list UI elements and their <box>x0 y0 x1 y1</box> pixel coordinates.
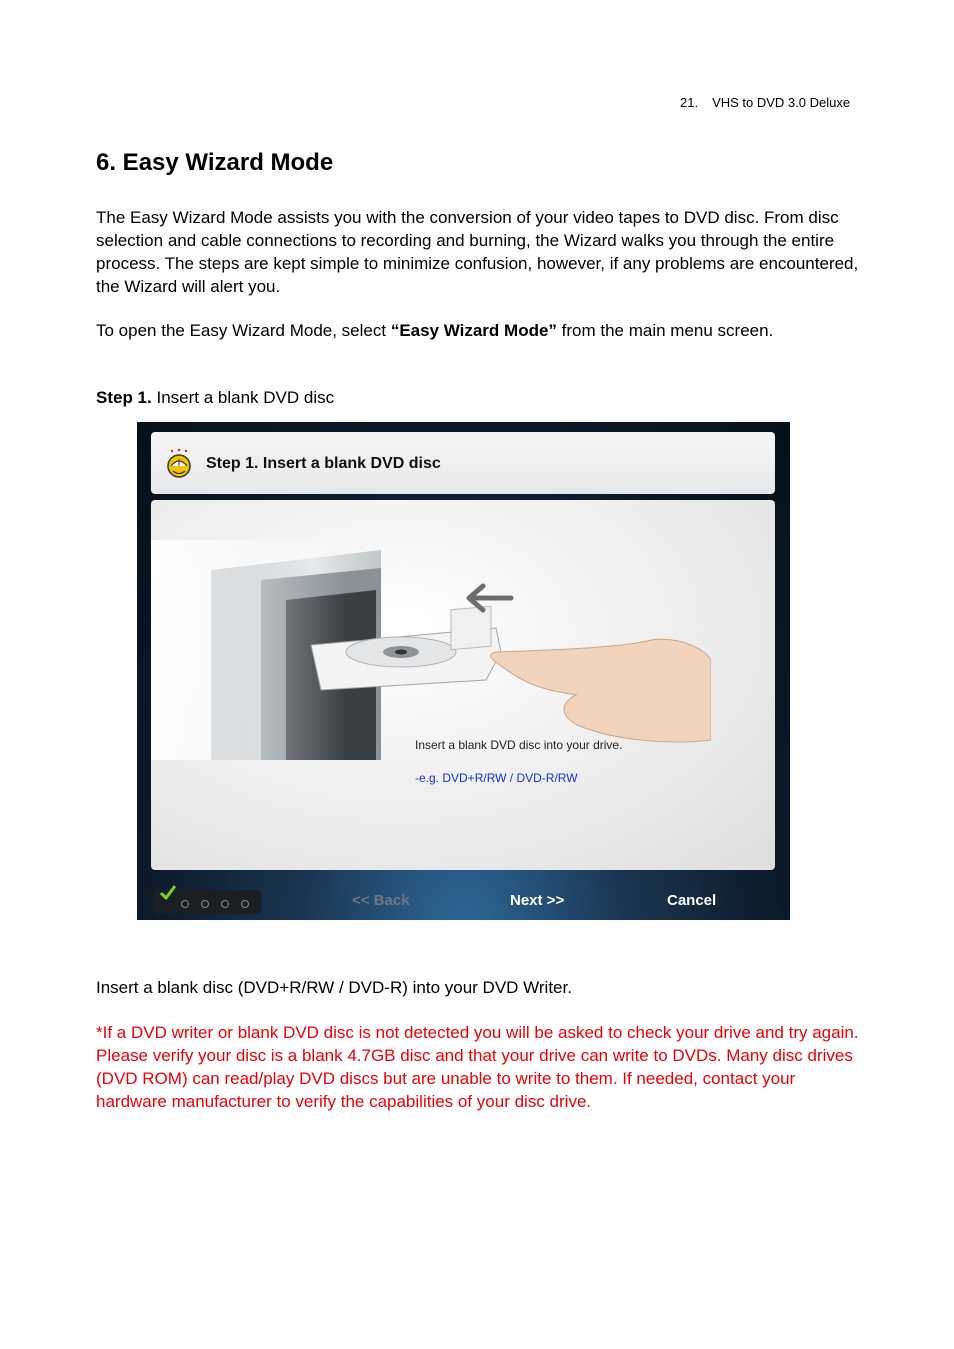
page-header <box>680 95 850 110</box>
wizard-face-icon <box>165 448 193 478</box>
next-button[interactable]: Next >> <box>510 892 565 909</box>
wizard-screenshot <box>137 422 790 920</box>
open-text-before: To open the Easy Wizard Mode, select <box>96 321 391 340</box>
disc-format-example: -e.g. DVD+R/RW / DVD-R/RW <box>415 771 578 785</box>
progress-dot-2 <box>181 900 189 908</box>
wizard-content-panel <box>151 500 775 870</box>
insert-instruction: Insert a blank DVD disc into your drive. <box>415 738 623 752</box>
back-button[interactable]: << Back <box>352 892 410 909</box>
document-title: VHS to DVD 3.0 Deluxe <box>712 95 851 110</box>
intro-paragraph: The Easy Wizard Mode assists you with the conversion of your video tapes to DVD disc. From disc selection and cable connections to recording and burning, the Wizard walks you through the entire process. The steps are kept simple to minimize confusion, however, if any problems are encountered, the Wizard will alert you. <box>96 208 859 296</box>
wizard-title-panel <box>151 432 775 494</box>
progress-dot-1 <box>161 900 169 908</box>
wizard-button-bar <box>137 882 790 920</box>
step-label: Step 1. <box>96 388 152 407</box>
step-text: Insert a blank DVD disc <box>151 388 335 407</box>
step-heading <box>96 386 866 409</box>
progress-dot-5 <box>241 900 249 908</box>
progress-dot-4 <box>221 900 229 908</box>
open-instructions <box>96 319 866 342</box>
insert-disc-text: Insert a blank disc (DVD+R/RW / DVD-R) into your DVD Writer. <box>96 978 572 997</box>
open-text-after: from the main menu screen. <box>556 321 774 340</box>
wizard-title: Step 1. Insert a blank DVD disc <box>206 455 441 472</box>
cancel-button[interactable]: Cancel <box>667 892 717 909</box>
page-number: 21. <box>680 95 699 110</box>
progress-dot-3 <box>201 900 209 908</box>
warning-note: *If a DVD writer or blank DVD disc is not detected you will be asked to check your drive and try again. Please verify your disc is a blank 4.7GB disc and that your drive can write to DVDs. Many disc drives (DVD ROM) can read/play DVD discs but are unable to write to them. If needed, contact your hardware manufacturer to verify the capabilities of your disc drive. <box>96 1023 859 1111</box>
open-text-bold: “Easy Wizard Mode” <box>390 321 557 340</box>
check-icon <box>159 884 177 902</box>
section-title: 6. Easy Wizard Mode <box>96 149 334 176</box>
step-progress-indicator <box>153 890 261 914</box>
disc-insert-illustration <box>151 540 711 760</box>
